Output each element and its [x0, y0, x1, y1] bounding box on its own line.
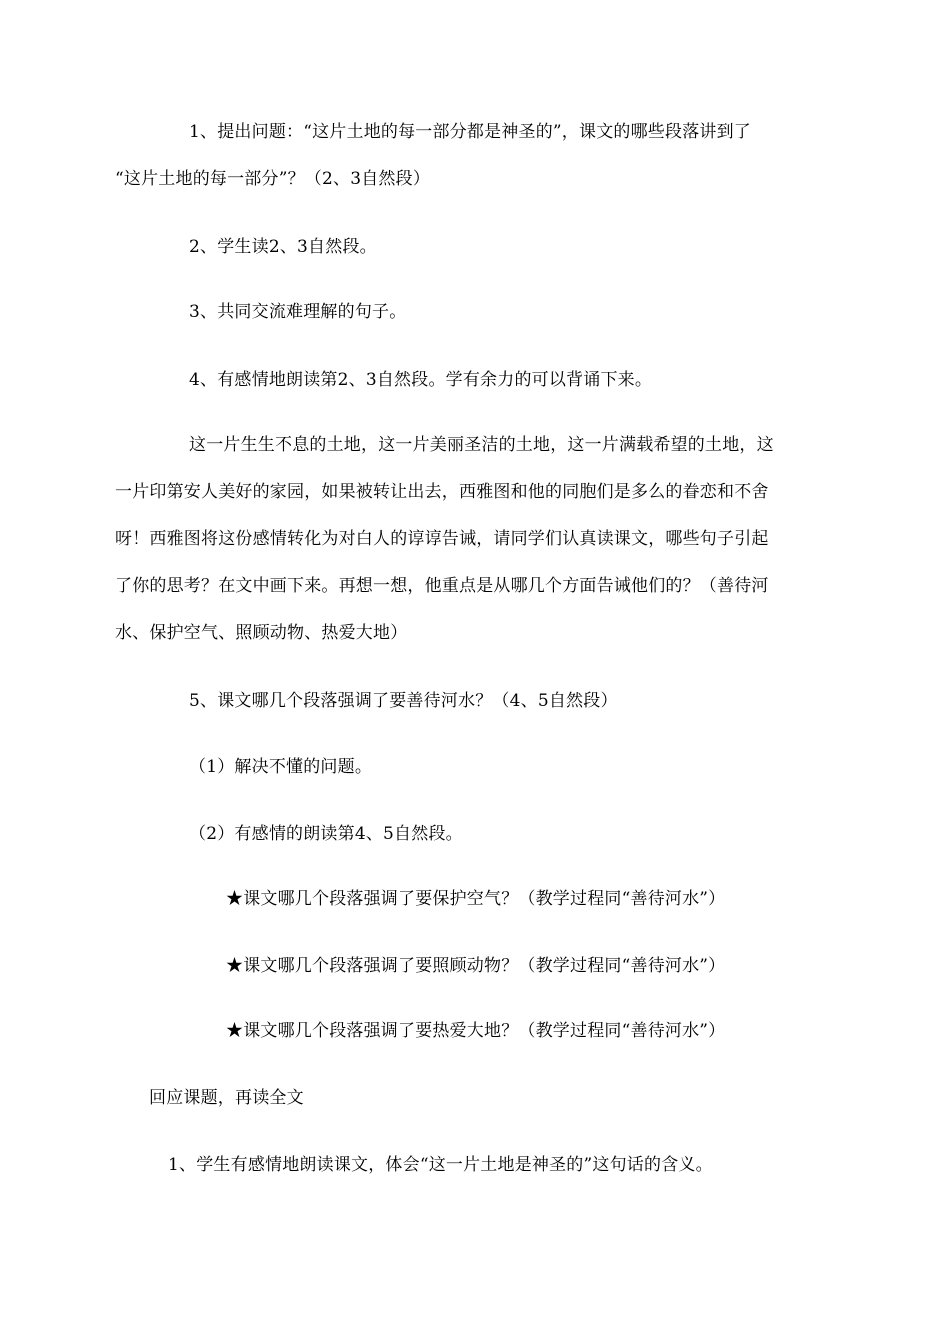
- step-4: 4、有感情地朗读第2、3自然段。学有余力的可以背诵下来。: [189, 370, 653, 390]
- intro-paragraph-line-3: 呀！西雅图将这份感情转化为对白人的谆谆告诫，请同学们认真读课文，哪些句子引起: [115, 529, 769, 549]
- review-step-1: 1、学生有感情地朗读课文，体会“这一片土地是神圣的”这句话的含义。: [168, 1155, 713, 1175]
- step-5: 5、课文哪几个段落强调了要善待河水？（4、5自然段）: [189, 691, 618, 711]
- star-item-animals: ★课文哪几个段落强调了要照顾动物？（教学过程同“善待河水”）: [226, 956, 726, 976]
- step-2: 2、学生读2、3自然段。: [189, 237, 377, 257]
- step-5-sub-1: （1）解决不懂的问题。: [189, 757, 373, 777]
- star-item-air: ★课文哪几个段落强调了要保护空气？（教学过程同“善待河水”）: [226, 889, 726, 909]
- step-1-question-cont: “这片土地的每一部分”？（2、3自然段）: [115, 169, 431, 189]
- intro-paragraph-line-5: 水、保护空气、照顾动物、热爱大地）: [115, 623, 408, 643]
- step-1-question: 1、提出问题：“这片土地的每一部分都是神圣的”，课文的哪些段落讲到了: [189, 122, 751, 142]
- star-item-earth: ★课文哪几个段落强调了要热爱大地？（教学过程同“善待河水”）: [226, 1021, 726, 1041]
- step-3: 3、共同交流难理解的句子。: [189, 302, 407, 322]
- intro-paragraph-line-4: 了你的思考？在文中画下来。再想一想，他重点是从哪几个方面告诫他们的？（善待河: [115, 576, 769, 596]
- intro-paragraph-line-2: 一片印第安人美好的家园，如果被转让出去，西雅图和他的同胞们是多么的眷恋和不舍: [115, 482, 769, 502]
- section-heading-review: 回应课题，再读全文: [149, 1088, 304, 1108]
- intro-paragraph-line-1: 这一片生生不息的土地，这一片美丽圣洁的土地，这一片满载希望的土地，这: [189, 435, 774, 455]
- step-5-sub-2: （2）有感情的朗读第4、5自然段。: [189, 824, 463, 844]
